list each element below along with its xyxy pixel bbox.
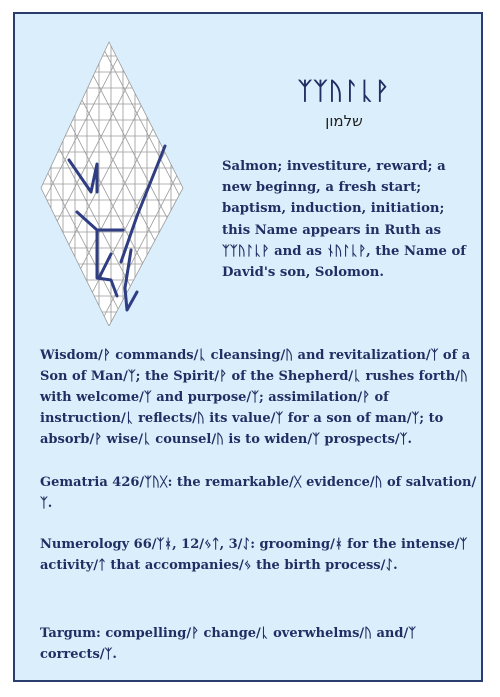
gematria-paragraph: Gematria 426/ᛉᚢᚷ: the remarkable/ᚷ evidence/ᚢ of salvation/ᛉ. [40,475,477,511]
definition-text: Salmon; investiture, reward; a new beginng, a fresh start; baptism, induction, initiation; this Name appears in Ruth as ᛉᛉᚢᛚᚳᚹ and as ᚾᚢᛚᚳᚹ, the Name of David's son, Solomon. [222,159,466,281]
letter-grid-diagram [39,40,187,326]
targum-paragraph: Targum: compelling/ᚹ change/ᚳ overwhelms/ᚢ and/ᛉ corrects/ᛉ. [40,626,416,662]
name-hebrew: שלמון [325,112,363,130]
name-script: ᛉᛉᚢᛚᚳᚹ [297,77,391,105]
wisdom-paragraph: Wisdom/ᚹ commands/ᚳ cleansing/ᚢ and revitalization/ᛉ of a Son of Man/ᛉ; the Spirit/ᚹ of the Shepherd/ᚳ rushes forth/ᚢ with welcome/ᛉ and purpose/ᛉ; assimilation/ᚹ of instruction/ᚳ reflects/ᚢ its value/ᛉ for a son of man/ᛉ; to absorb/ᚹ wise/ᚳ counsel/ᚢ is to widen/ᛉ prospects/ᛉ. [40,348,471,447]
name-header [213,76,475,130]
name-card [13,12,483,682]
numerology-paragraph: Numerology 66/ᛉᚼ, 12/ᛃᛏ, 3/ᛇ: grooming/ᚼ for the intense/ᛉ activity/ᛏ that accompanies/ᛃ the birth process/ᛇ. [40,537,468,573]
